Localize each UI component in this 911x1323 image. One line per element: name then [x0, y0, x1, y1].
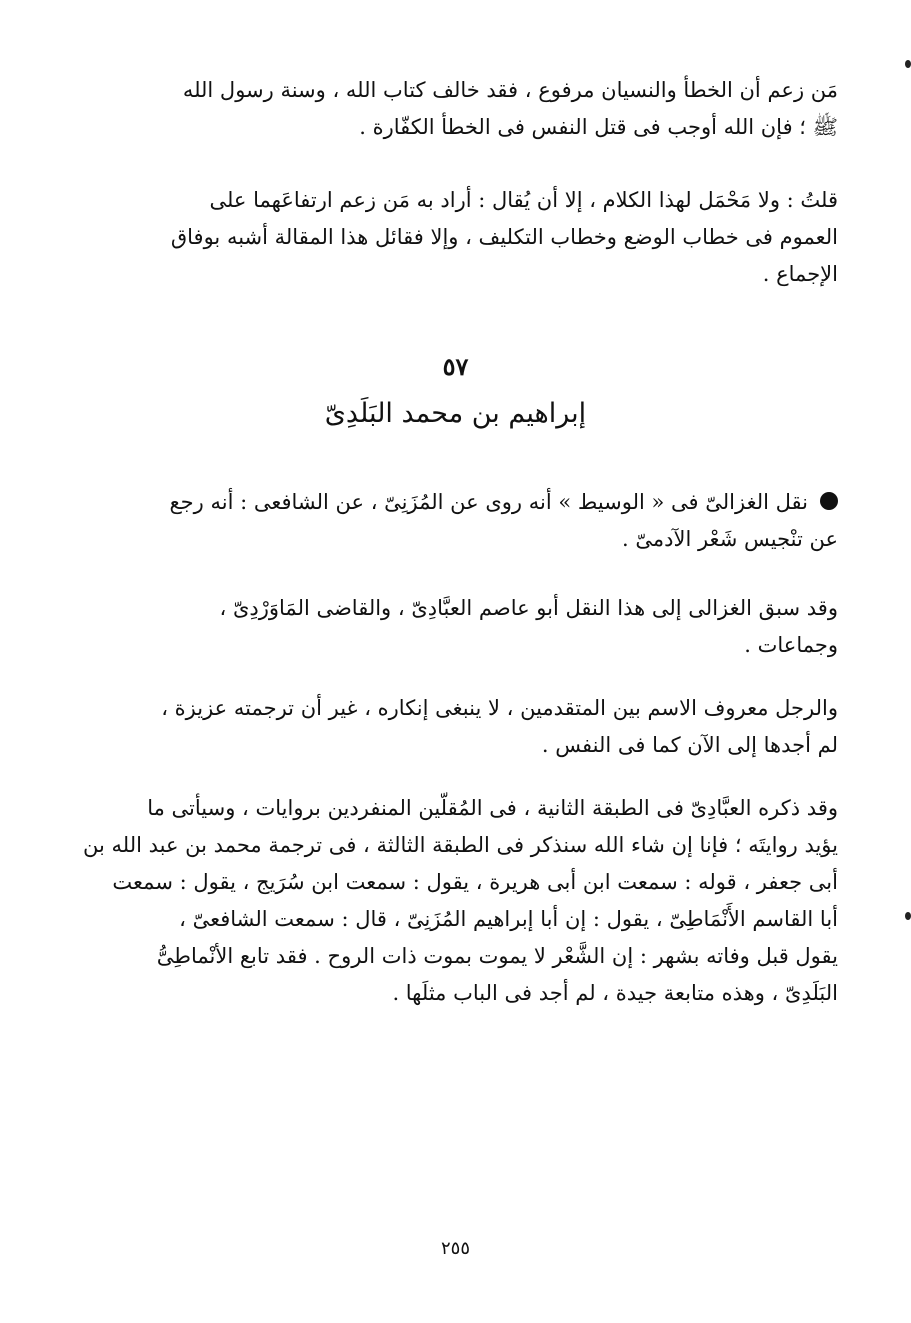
bullet-icon — [820, 492, 838, 510]
margin-mark — [905, 60, 911, 68]
text-line: وقد ذكره العبَّادِىّ فى الطبقة الثانية ، فى المُقلّين المنفردين بروايات ، وسيأتى ما — [147, 796, 838, 820]
text-line: ﷺ ؛ فإن الله أوجب فى قتل النفس فى الخطأ الكفّارة . — [359, 115, 838, 139]
text-line: أبى جعفر ، قوله : سمعت ابن أبى هريرة ، يقول : سمعت ابن سُرَيج ، يقول : سمعت — [112, 870, 838, 894]
paragraph-4 — [108, 590, 838, 664]
text-line: العموم فى خطاب الوضع وخطاب التكليف ، وإلا فقائل هذا المقالة أشبه بوفاق — [170, 225, 838, 249]
section-title: إبراهيم بن محمد البَلَدِىّ — [324, 398, 587, 429]
text-line: وجماعات . — [744, 633, 838, 657]
text-line: يقول قبل وفاته بشهر : إن الشَّعْر لا يموت بموت ذات الروح . فقد تابع الأنْماطِىُّ — [156, 944, 838, 968]
text-line: مَن زعم أن الخطأ والنسيان مرفوع ، فقد خالف كتاب الله ، وسنة رسول الله — [182, 78, 838, 102]
margin-mark — [905, 912, 911, 920]
paragraph-3 — [108, 484, 838, 558]
text-line: لم أجدها إلى الآن كما فى النفس . — [541, 733, 838, 757]
text-line-content: نقل الغزالىّ فى « الوسيط » أنه روى عن المُزَنِىّ ، عن الشافعى : أنه رجع — [169, 490, 808, 514]
text-line: وقد سبق الغزالى إلى هذا النقل أبو عاصم العبَّادِىّ ، والقاضى المَاوَرْدِىّ ، — [219, 596, 838, 620]
text-line: قلتُ : ولا مَحْمَل لهذا الكلام ، إلا أن يُقال : أراد به مَن زعم ارتفاعَهما على — [209, 188, 838, 212]
text-line: يؤيد روايتَه ؛ فإنا إن شاء الله سنذكر فى الطبقة الثالثة ، فى ترجمة محمد بن عبد الله بن — [82, 833, 838, 857]
paragraph-5 — [108, 690, 838, 764]
page-number: ٢٥٥ — [440, 1238, 470, 1259]
text-line: أبا القاسم الأَنْمَاطِىّ ، يقول : إن أبا إبراهيم المُزَنِىّ ، قال : سمعت الشافعىّ ، — [179, 907, 838, 931]
paragraph-1 — [108, 72, 838, 146]
text-line: والرجل معروف الاسم بين المتقدمين ، لا ينبغى إنكاره ، غير أن ترجمته عزيزة ، — [161, 696, 838, 720]
paragraph-6 — [82, 790, 838, 1012]
text-line — [108, 484, 838, 521]
section-number: ٥٧ — [442, 352, 469, 381]
text-line: البَلَدِىّ ، وهذه متابعة جيدة ، لم أجد فى الباب مثلَها . — [392, 981, 838, 1005]
text-line: عن تنْجيس شَعْر الآدمىّ . — [622, 527, 838, 551]
text-line: الإجماع . — [762, 262, 838, 286]
paragraph-2 — [108, 182, 838, 293]
